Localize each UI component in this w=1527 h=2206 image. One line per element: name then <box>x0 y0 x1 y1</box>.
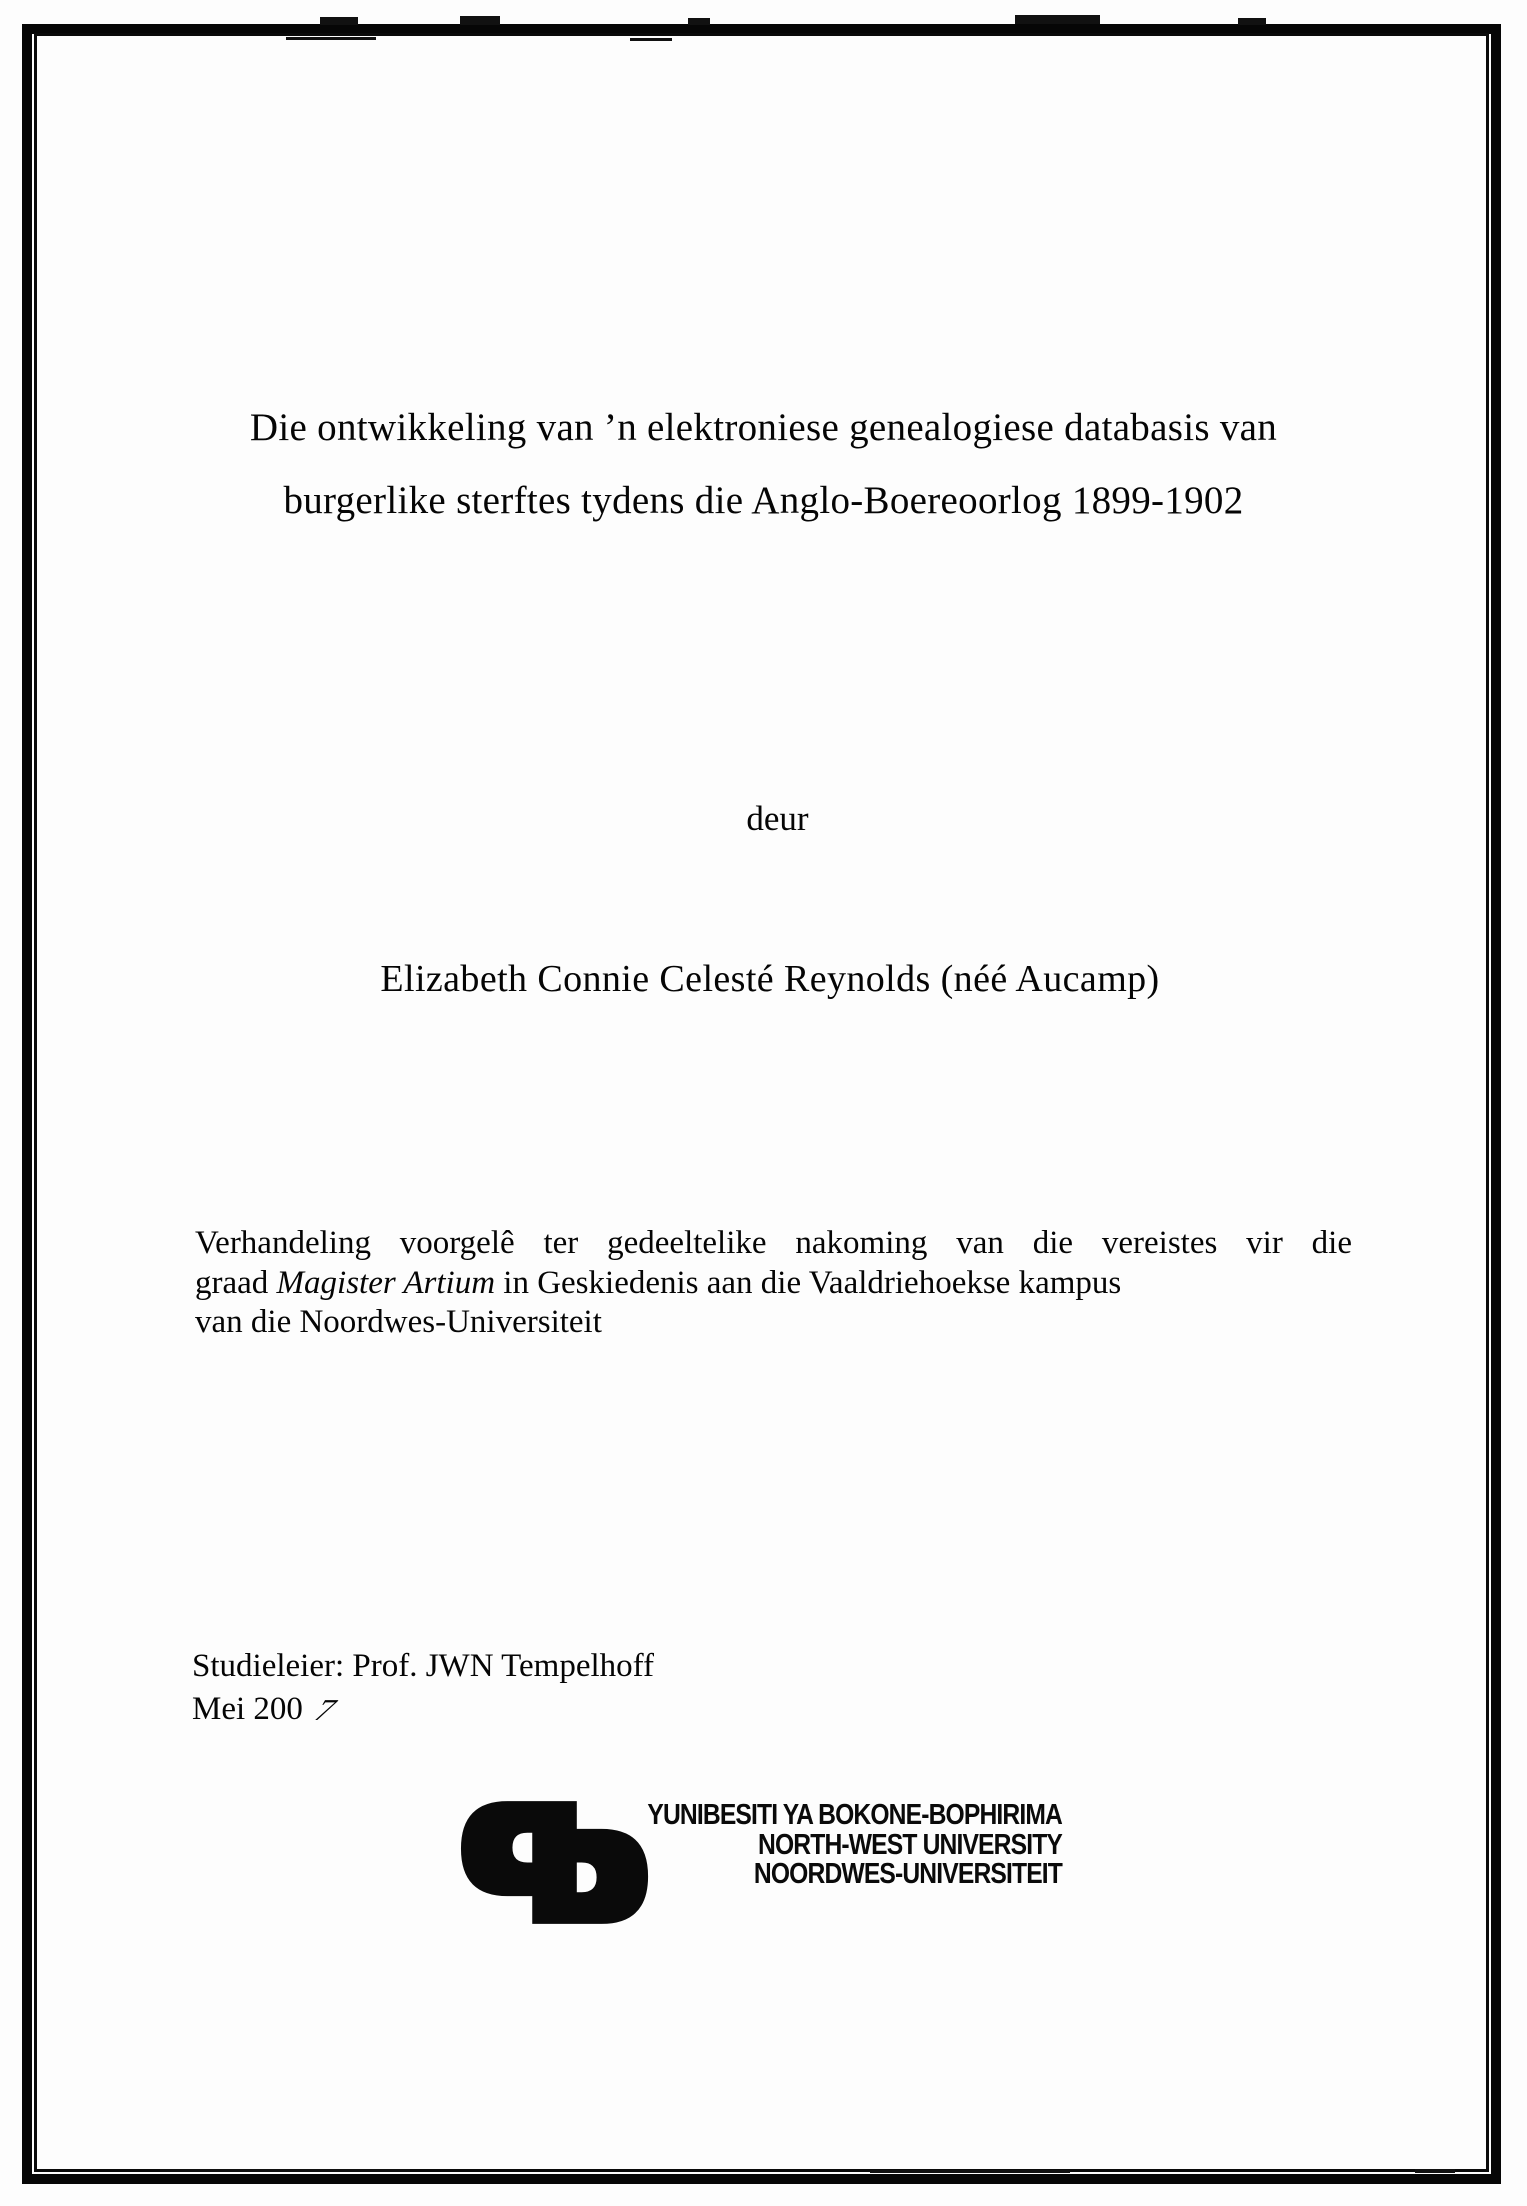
date-last-digit: 7 <box>307 1694 343 1728</box>
logo-wordmark-line-2: NORTH-WEST UNIVERSITY <box>758 1828 1062 1861</box>
scan-noise-mark <box>1238 18 1266 25</box>
scan-noise-mark <box>630 38 672 41</box>
degree-statement-line-2 <box>195 1264 1352 1304</box>
scan-noise-mark <box>1015 15 1100 24</box>
nwu-logo-wordmark <box>520 1801 1062 1890</box>
supervisor-block <box>192 1645 654 1731</box>
degree-statement-line-3: van die Noordwes-Universiteit <box>195 1304 602 1340</box>
scan-noise-mark <box>286 37 376 40</box>
date-line <box>192 1688 654 1731</box>
logo-wordmark-line-3: NOORDWES-UNIVERSITEIT <box>753 1858 1062 1890</box>
scan-noise-mark <box>688 18 710 25</box>
scan-noise-mark <box>460 16 500 25</box>
degree-name-italic: Magister Artium <box>276 1264 496 1301</box>
logo-wordmark-line-1: YUNIBESITI YA BOKONE-BOPHIRIMA <box>647 1799 1062 1831</box>
thesis-title <box>0 391 1527 537</box>
byline: deur <box>746 799 809 838</box>
degree-statement-line-1: Verhandeling voorgelê ter gedeeltelike nakoming van die vereistes vir die <box>195 1225 1352 1261</box>
author-name: Elizabeth Connie Celesté Reynolds (néé Aucamp) <box>380 958 1160 1000</box>
degree-statement-line-2-prefix: graad <box>195 1264 277 1301</box>
scan-noise-mark <box>1415 2169 1455 2173</box>
scan-noise-mark <box>160 2169 410 2172</box>
degree-statement-line-2-suffix: in Geskiedenis aan die Vaaldriehoekse kampus <box>495 1264 1122 1301</box>
date-prefix: Mei 200 <box>192 1691 303 1727</box>
thesis-title-line-1: Die ontwikkeling van ’n elektroniese genealogiese databasis van <box>249 406 1278 449</box>
degree-statement <box>195 1224 1352 1343</box>
supervisor-line: Studieleier: Prof. JWN Tempelhoff <box>192 1648 655 1684</box>
scan-noise-mark <box>870 2170 1070 2173</box>
scan-noise-mark <box>320 17 358 25</box>
thesis-title-line-2: burgerlike sterftes tydens die Anglo-Boereoorlog 1899-1902 <box>283 479 1244 522</box>
